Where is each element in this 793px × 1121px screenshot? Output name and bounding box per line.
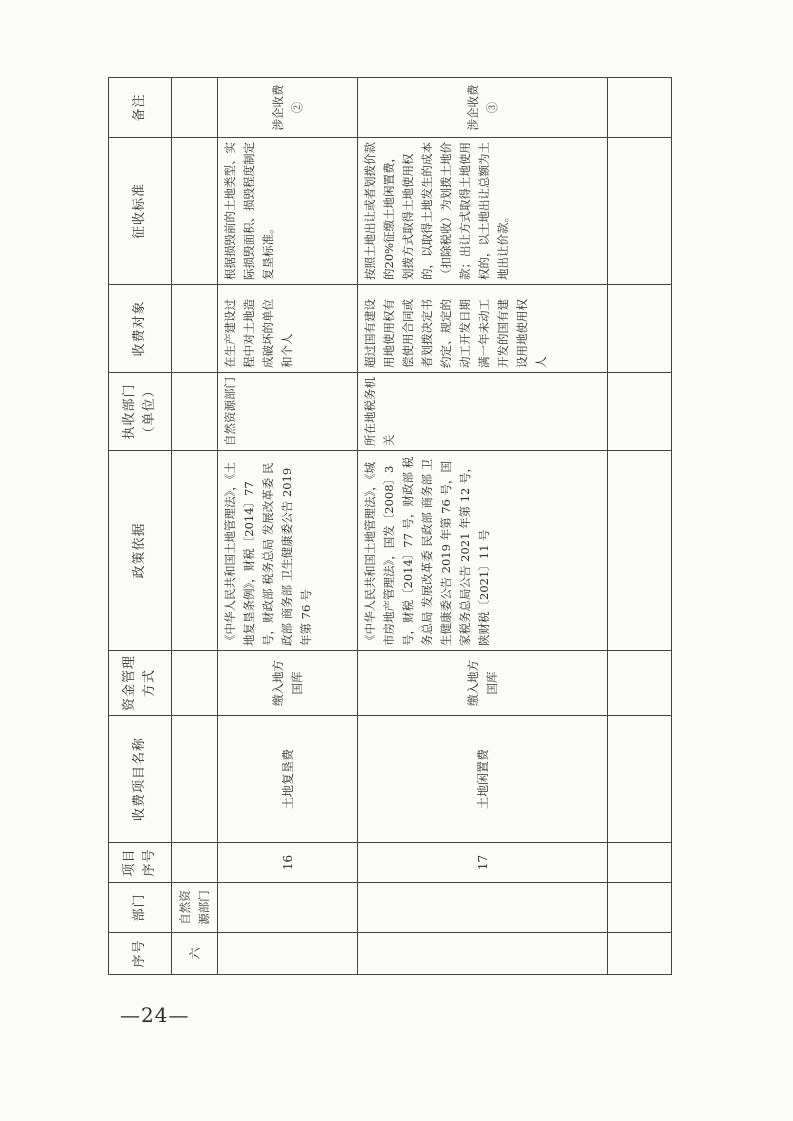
- item-name: 土地复垦费: [218, 716, 358, 843]
- fund-mgmt: 缴入地方国库: [358, 651, 608, 716]
- empty-cell: [358, 933, 608, 975]
- empty-cell: [608, 451, 672, 651]
- standard: 按照土地出让或者划拨价款的20%征缴土地闲置费，划拨方式取得土地使用权的，以取得土地发生的成本（扣除税收）为划拨土地价款；出让方式取得土地使用权的，以土地出让总额为土地出让价款。: [358, 138, 608, 285]
- header-payer: 收费对象: [109, 285, 172, 373]
- payer: 超过国有建设用地使用权有偿使用合同或者划拨决定书约定、规定的动工开发日期满一年未动工开发的国有建设用地使用权人: [358, 285, 608, 373]
- header-policy: 政策依据: [109, 451, 172, 651]
- empty-cell: [172, 373, 218, 451]
- empty-cell: [172, 716, 218, 843]
- empty-cell: [172, 651, 218, 716]
- fund-mgmt: 缴入地方国库: [218, 651, 358, 716]
- empty-cell: [608, 373, 672, 451]
- table-row: [218, 78, 358, 975]
- empty-cell: [608, 138, 672, 285]
- header-item-name: 收费项目名称: [109, 716, 172, 843]
- group-dept: 自然资源部门: [172, 883, 218, 933]
- exec-dept: 自然资源部门: [218, 373, 358, 451]
- exec-dept: 所在地税务机关: [358, 373, 608, 451]
- header-remarks: 备注: [109, 78, 172, 138]
- empty-cell: [608, 651, 672, 716]
- empty-cell: [172, 138, 218, 285]
- page-number: —24—: [120, 1003, 190, 1027]
- empty-cell: [172, 843, 218, 883]
- item-name: 土地闲置费: [358, 716, 608, 843]
- empty-cell: [608, 933, 672, 975]
- standard: 根据损毁前的土地类型、实际损毁面积、损毁程度制定复垦标准。: [218, 138, 358, 285]
- remarks: 涉企收费③: [358, 78, 608, 138]
- policy-basis: 《中华人民共和国土地管理法》，《城市房地产管理法》，国发〔2008〕3 号，财税〔2014〕77 号，财政部 税务总局 发展改革委 民政部 商务部 卫生健康委公告 2019 年第 76 号，国家税务总局公告 2021 年第 12 号，陕财税〔2021〕11 号: [358, 451, 608, 651]
- empty-cell: [358, 883, 608, 933]
- header-fund-mgmt: 资金管理方式: [109, 651, 172, 716]
- header-exec-dept: 执收部门（单位）: [109, 373, 172, 451]
- empty-cell: [608, 285, 672, 373]
- item-seq: 16: [218, 843, 358, 883]
- empty-cell: [608, 843, 672, 883]
- payer: 在生产建设过程中对土地造成破坏的单位和个人: [218, 285, 358, 373]
- header-dept: 部门: [109, 883, 172, 933]
- table-row-empty: [608, 78, 672, 975]
- empty-cell: [608, 78, 672, 138]
- fee-table: [108, 77, 672, 975]
- policy-basis: 《中华人民共和国土地管理法》，《土地复垦条例》，财税〔2014〕77 号，财政部 税务总局 发展改革委 民政部 商务部 卫生健康委公告 2019 年第 76 号: [218, 451, 358, 651]
- header-standard: 征收标准: [109, 138, 172, 285]
- empty-cell: [608, 883, 672, 933]
- item-seq: 17: [358, 843, 608, 883]
- empty-cell: [172, 78, 218, 138]
- empty-cell: [172, 285, 218, 373]
- empty-cell: [218, 883, 358, 933]
- header-item-seq: 项目序号: [109, 843, 172, 883]
- header-row: [109, 78, 172, 975]
- group-seq: 六: [172, 933, 218, 975]
- group-row: [172, 78, 218, 975]
- rotated-fee-table: [108, 78, 672, 975]
- empty-cell: [218, 933, 358, 975]
- remarks: 涉企收费②: [218, 78, 358, 138]
- table-row: [358, 78, 608, 975]
- empty-cell: [172, 451, 218, 651]
- header-seq: 序号: [109, 933, 172, 975]
- empty-cell: [608, 716, 672, 843]
